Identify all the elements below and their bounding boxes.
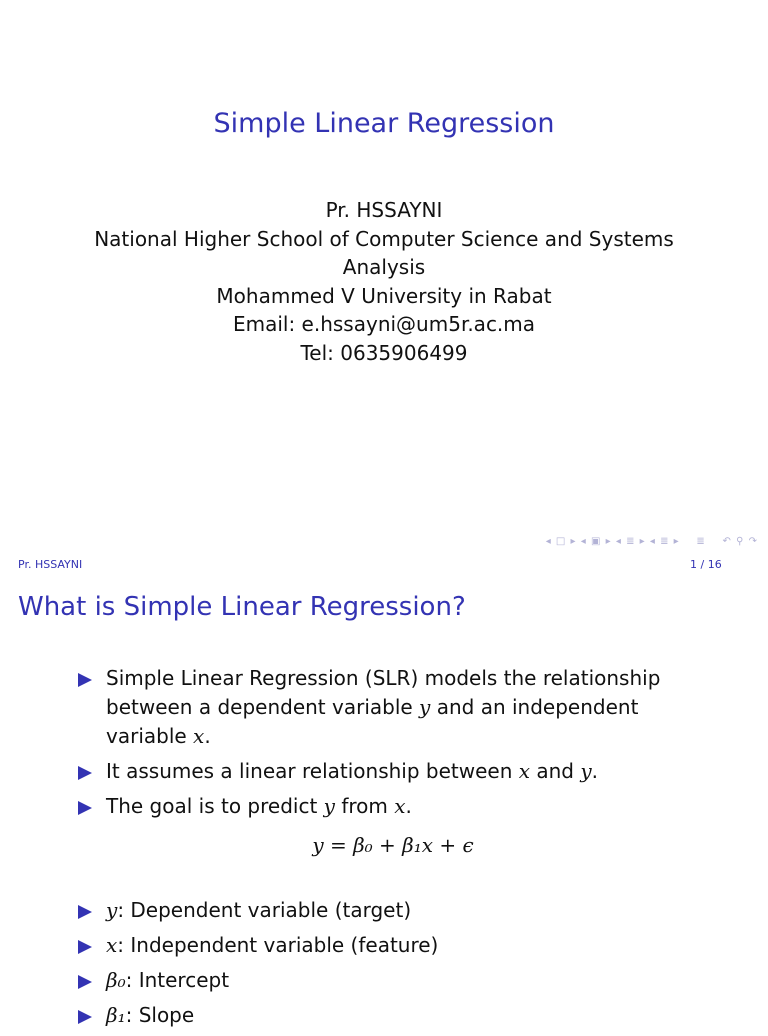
nav-prev-icon[interactable]: ◂	[545, 536, 552, 547]
content-slide	[0, 576, 768, 1027]
nav-next-icon[interactable]: ▸	[673, 536, 680, 547]
nav-prev-icon[interactable]: ◂	[580, 536, 587, 547]
bullet-triangle-icon	[78, 940, 92, 954]
author-university: Mohammed V University in Rabat	[216, 283, 552, 308]
bullet-list	[78, 664, 708, 1036]
nav-next-icon[interactable]: ▸	[570, 536, 577, 547]
footer-author: Pr. HSSAYNI	[18, 558, 83, 571]
bullet-triangle-icon	[78, 673, 92, 687]
frame-title: What is Simple Linear Regression?	[18, 592, 466, 622]
definition-item: β₀: Intercept	[78, 966, 708, 995]
definition-list	[78, 896, 708, 1030]
presentation-title: Simple Linear Regression	[213, 108, 555, 139]
footer-page-number: 1 / 16	[690, 558, 722, 571]
author-tel: Tel: 0635906499	[300, 340, 468, 365]
nav-undo-icon[interactable]: ↶	[722, 536, 732, 547]
bullet-triangle-icon	[78, 801, 92, 815]
bullet-triangle-icon	[78, 766, 92, 780]
bullet-triangle-icon	[78, 905, 92, 919]
bullet-item: Simple Linear Regression (SLR) models the relationship between a dependent variable y and an independent variable x.	[78, 664, 708, 751]
beamer-navigation-bar[interactable]	[546, 536, 758, 547]
bullet-triangle-icon	[78, 975, 92, 989]
nav-menu-icon[interactable]: ≣	[696, 536, 706, 547]
regression-equation: y = β₀ + β₁x + ϵ	[312, 833, 474, 857]
definition-item: y: Dependent variable (target)	[78, 896, 708, 925]
definition-item: x: Independent variable (feature)	[78, 931, 708, 960]
bullet-item: The goal is to predict y from x.	[78, 792, 708, 821]
definition-item: β₁: Slope	[78, 1001, 708, 1030]
nav-frame-icon[interactable]: □	[555, 536, 567, 547]
author-email: Email: e.hssayni@um5r.ac.ma	[232, 312, 536, 337]
nav-section-icon[interactable]: ≣	[626, 536, 636, 547]
nav-redo-icon[interactable]: ↷	[748, 536, 758, 547]
bullet-item: It assumes a linear relationship between x and y.	[78, 757, 708, 786]
nav-subsection-icon[interactable]: ▣	[590, 536, 602, 547]
nav-search-icon[interactable]: ⚲	[736, 536, 745, 547]
nav-prev-icon[interactable]: ◂	[615, 536, 622, 547]
bullet-triangle-icon	[78, 1010, 92, 1024]
nav-next-icon[interactable]: ▸	[639, 536, 646, 547]
author-block	[90, 196, 678, 368]
nav-prev-icon[interactable]: ◂	[649, 536, 656, 547]
author-school: National Higher School of Computer Science and Systems Analysis	[94, 226, 674, 280]
author-name: Pr. HSSAYNI	[325, 198, 443, 222]
nav-document-icon[interactable]: ≣	[660, 536, 670, 547]
nav-next-icon[interactable]: ▸	[605, 536, 612, 547]
